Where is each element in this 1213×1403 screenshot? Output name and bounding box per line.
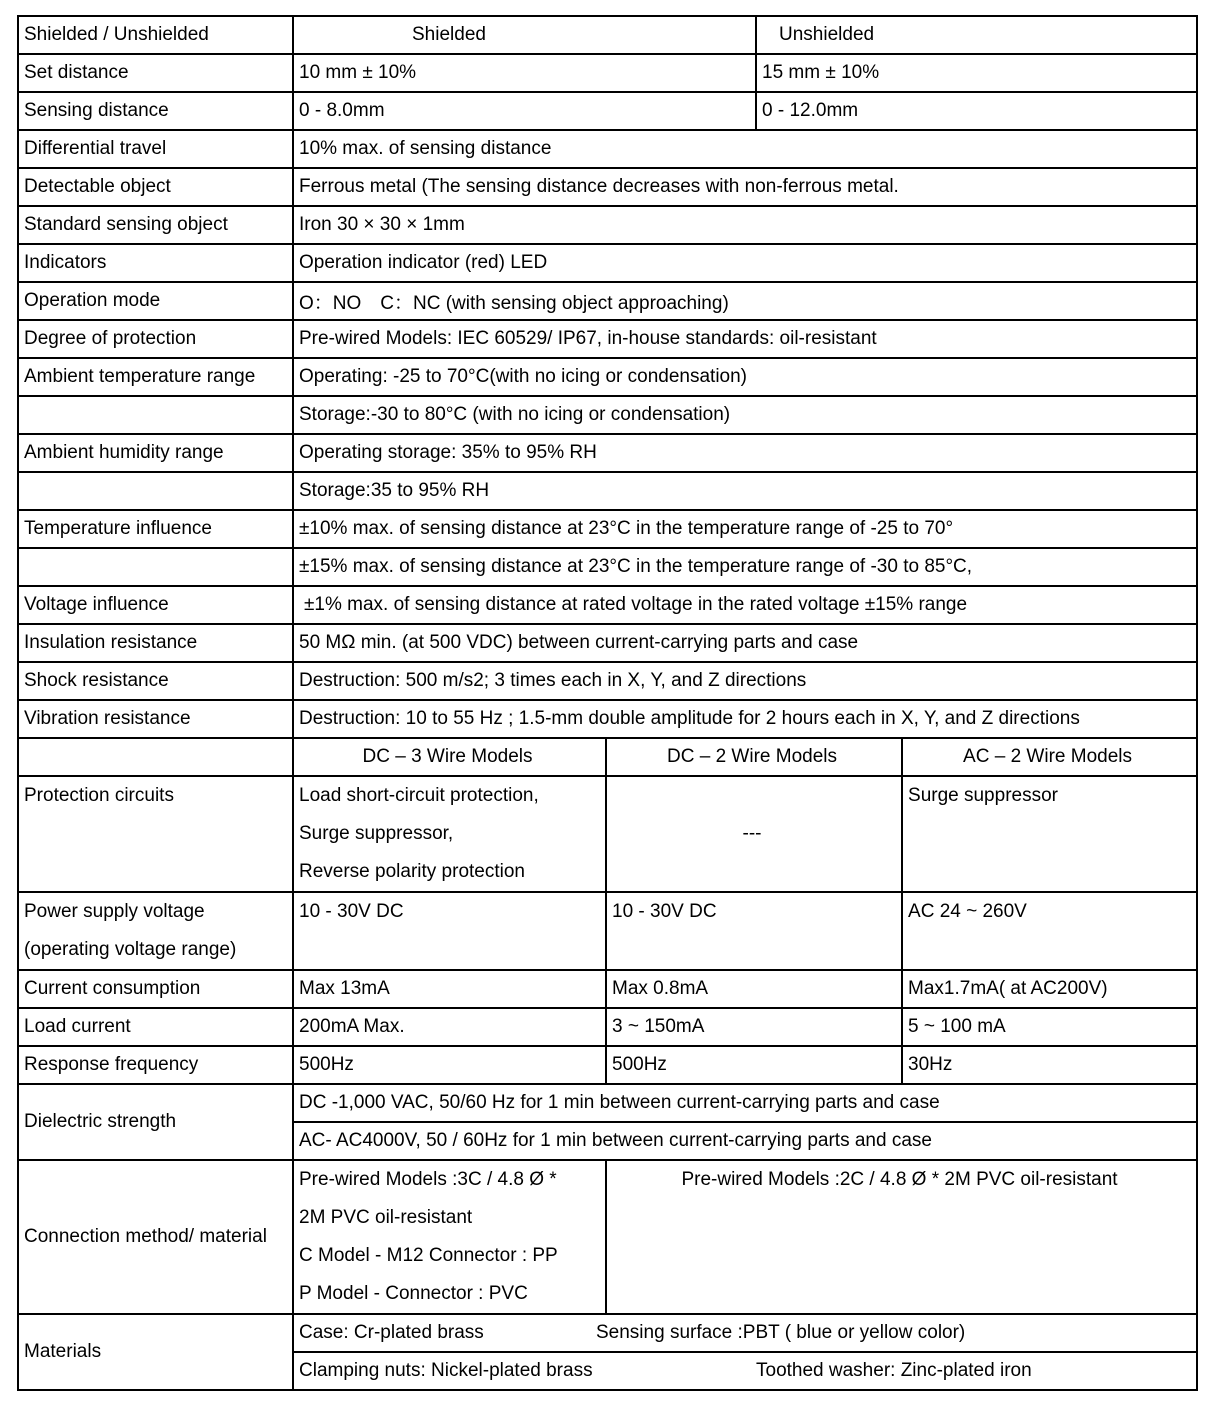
table-row: [18, 548, 1197, 586]
spec-label-standard-sensing-object: Standard sensing object: [18, 206, 293, 244]
spec-label-detectable-object: Detectable object: [18, 168, 293, 206]
spec-line: (operating voltage range): [24, 939, 237, 960]
spec-value: [293, 1314, 1197, 1352]
spec-value: ±15% max. of sensing distance at 23°C in the temperature range of -30 to 85°C,: [293, 548, 1197, 586]
spec-label-temperature-influence: Temperature influence: [18, 510, 293, 548]
table-row: [18, 1084, 1197, 1122]
spec-label-degree-of-protection: Degree of protection: [18, 320, 293, 358]
table-row: [18, 16, 1197, 54]
spec-value: Destruction: 500 m/s2; 3 times each in X, Y, and Z directions: [293, 662, 1197, 700]
spec-label-empty: [18, 548, 293, 586]
spec-value: [293, 1352, 1197, 1390]
spec-part: Clamping nuts: Nickel-plated brass: [299, 1360, 593, 1381]
table-row: [18, 168, 1197, 206]
spec-value: 10% max. of sensing distance: [293, 130, 1197, 168]
table-row: [18, 700, 1197, 738]
spec-value: 500Hz: [606, 1046, 902, 1084]
table-row: [18, 776, 1197, 892]
spec-value: Operating storage: 35% to 95% RH: [293, 434, 1197, 472]
spec-value: Storage:35 to 95% RH: [293, 472, 1197, 510]
spec-label-empty: [18, 738, 293, 776]
table-row: [18, 206, 1197, 244]
spec-value: 200mA Max.: [293, 1008, 606, 1046]
spec-line: Surge suppressor,: [299, 823, 454, 844]
spec-label-differential-travel: Differential travel: [18, 130, 293, 168]
spec-part: Case: Cr-plated brass: [299, 1322, 484, 1343]
table-row: [18, 396, 1197, 434]
spec-value: 0 - 8.0mm: [293, 92, 756, 130]
spec-value: 500Hz: [293, 1046, 606, 1084]
spec-value: 10 mm ± 10%: [293, 54, 756, 92]
spec-line: Reverse polarity protection: [299, 861, 525, 882]
spec-line: C Model - M12 Connector : PP: [299, 1245, 558, 1266]
spec-value: ±10% max. of sensing distance at 23°C in the temperature range of -25 to 70°: [293, 510, 1197, 548]
table-row: [18, 358, 1197, 396]
spec-label-current-consumption: Current consumption: [18, 970, 293, 1008]
table-row: [18, 434, 1197, 472]
spec-label-vibration-resistance: Vibration resistance: [18, 700, 293, 738]
table-row: [18, 738, 1197, 776]
spec-label-connection-method: Connection method/ material: [18, 1160, 293, 1314]
spec-label-response-frequency: Response frequency: [18, 1046, 293, 1084]
table-row: [18, 1314, 1197, 1352]
spec-value: Max 0.8mA: [606, 970, 902, 1008]
spec-value: AC 24 ~ 260V: [902, 892, 1197, 970]
spec-label-load-current: Load current: [18, 1008, 293, 1046]
table-row: [18, 970, 1197, 1008]
spec-label-ambient-temperature-range: Ambient temperature range: [18, 358, 293, 396]
spec-value: Ferrous metal (The sensing distance decreases with non-ferrous metal.: [293, 168, 1197, 206]
spec-label-indicators: Indicators: [18, 244, 293, 282]
table-row: [18, 1160, 1197, 1314]
spec-value: 10 - 30V DC: [293, 892, 606, 970]
table-row: [18, 54, 1197, 92]
spec-part: Sensing surface :PBT ( blue or yellow color): [596, 1322, 966, 1343]
spec-table-body: [18, 16, 1197, 1390]
spec-label-operation-mode: Operation mode: [18, 282, 293, 320]
spec-label-insulation-resistance: Insulation resistance: [18, 624, 293, 662]
spec-value: Max 13mA: [293, 970, 606, 1008]
spec-value: [293, 776, 606, 892]
spec-line: Pre-wired Models :3C / 4.8 Ø *: [299, 1169, 557, 1190]
spec-value: 3 ~ 150mA: [606, 1008, 902, 1046]
spec-value: Storage:-30 to 80°C (with no icing or condensation): [293, 396, 1197, 434]
spec-label-shielded-unshielded: Shielded / Unshielded: [18, 16, 293, 54]
spec-part: Toothed washer: Zinc-plated iron: [756, 1360, 1032, 1381]
spec-value: ---: [606, 776, 902, 892]
table-row: [18, 624, 1197, 662]
spec-label-voltage-influence: Voltage influence: [18, 586, 293, 624]
spec-label-protection-circuits: Protection circuits: [18, 776, 293, 892]
spec-label-dielectric-strength: Dielectric strength: [18, 1084, 293, 1160]
table-row: [18, 130, 1197, 168]
table-row: [18, 92, 1197, 130]
spec-value: Iron 30 × 30 × 1mm: [293, 206, 1197, 244]
spec-value: AC- AC4000V, 50 / 60Hz for 1 min between current-carrying parts and case: [293, 1122, 1197, 1160]
table-row: [18, 510, 1197, 548]
spec-label-shock-resistance: Shock resistance: [18, 662, 293, 700]
spec-label-power-supply-voltage: [18, 892, 293, 970]
spec-value: Surge suppressor: [902, 776, 1197, 892]
table-row: [18, 586, 1197, 624]
spec-label-materials: Materials: [18, 1314, 293, 1390]
table-row: [18, 662, 1197, 700]
spec-line: Power supply voltage: [24, 901, 205, 922]
table-row: [18, 472, 1197, 510]
column-header-unshielded: Unshielded: [756, 16, 1197, 54]
table-row: [18, 1008, 1197, 1046]
spec-label-sensing-distance: Sensing distance: [18, 92, 293, 130]
spec-line: 2M PVC oil-resistant: [299, 1207, 473, 1228]
spec-label-ambient-humidity-range: Ambient humidity range: [18, 434, 293, 472]
column-header-dc-2-wire: DC – 2 Wire Models: [606, 738, 902, 776]
spec-value: [293, 1160, 606, 1314]
table-row: [18, 1046, 1197, 1084]
column-header-dc-3-wire: DC – 3 Wire Models: [293, 738, 606, 776]
column-header-ac-2-wire: AC – 2 Wire Models: [902, 738, 1197, 776]
spec-value: 15 mm ± 10%: [756, 54, 1197, 92]
spec-line: Load short-circuit protection,: [299, 785, 539, 806]
spec-value: 0 - 12.0mm: [756, 92, 1197, 130]
spec-value: 50 MΩ min. (at 500 VDC) between current-carrying parts and case: [293, 624, 1197, 662]
spec-line: P Model - Connector : PVC: [299, 1283, 528, 1304]
table-row: [18, 320, 1197, 358]
table-row: [18, 244, 1197, 282]
spec-value: Pre-wired Models :2C / 4.8 Ø * 2M PVC oil-resistant: [606, 1160, 1197, 1314]
spec-value: 10 - 30V DC: [606, 892, 902, 970]
spec-value: O：NO C：NC (with sensing object approaching): [293, 282, 1197, 320]
spec-value: Operating: -25 to 70°C(with no icing or condensation): [293, 358, 1197, 396]
spec-label-empty: [18, 472, 293, 510]
spec-value: 30Hz: [902, 1046, 1197, 1084]
table-row: [18, 892, 1197, 970]
spec-value: ±1% max. of sensing distance at rated voltage in the rated voltage ±15% range: [293, 586, 1197, 624]
column-header-shielded: Shielded: [293, 16, 756, 54]
spec-value: Operation indicator (red) LED: [293, 244, 1197, 282]
spec-value: 5 ~ 100 mA: [902, 1008, 1197, 1046]
spec-label-empty: [18, 396, 293, 434]
spec-value: Destruction: 10 to 55 Hz ; 1.5-mm double amplitude for 2 hours each in X, Y, and Z directions: [293, 700, 1197, 738]
spec-value: Pre-wired Models: IEC 60529/ IP67, in-house standards: oil-resistant: [293, 320, 1197, 358]
spec-value: Max1.7mA( at AC200V): [902, 970, 1197, 1008]
spec-value: DC -1,000 VAC, 50/60 Hz for 1 min between current-carrying parts and case: [293, 1084, 1197, 1122]
spec-label-set-distance: Set distance: [18, 54, 293, 92]
table-row: [18, 282, 1197, 320]
spec-table: [17, 15, 1198, 1391]
